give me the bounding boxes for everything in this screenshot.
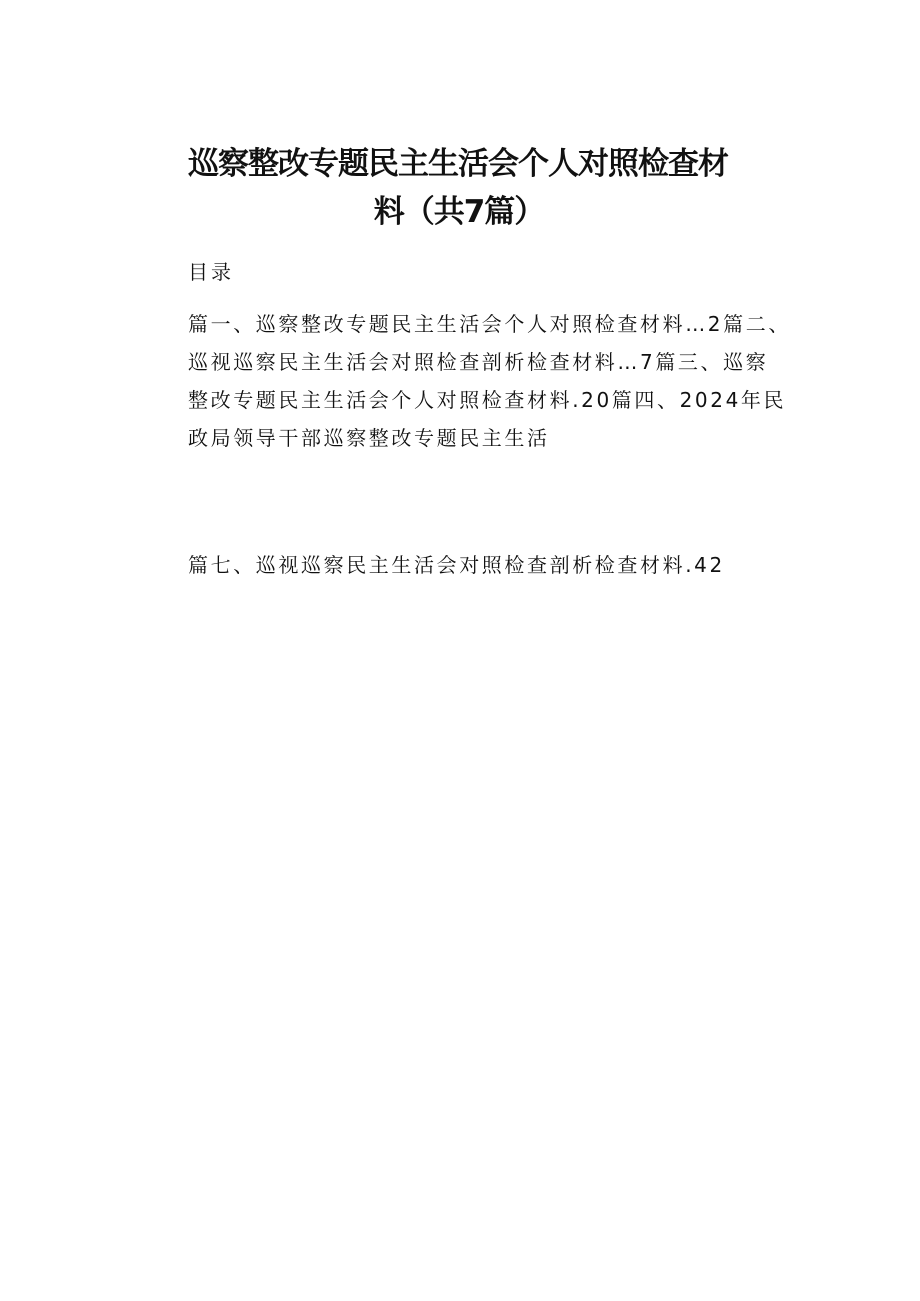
toc-heading: 目录	[188, 260, 234, 284]
toc-line: 整改专题民主生活会个人对照检查材料.20篇四、2024年民	[188, 388, 787, 412]
toc-line: 政局领导干部巡察整改专题民主生活	[188, 426, 550, 450]
title-line-2: 料（共7篇）	[373, 194, 545, 230]
toc-line: 篇一、巡察整改专题民主生活会个人对照检查材料…2篇二、	[188, 312, 791, 336]
document-title	[0, 140, 920, 236]
toc-entries	[188, 305, 798, 457]
toc-line: 巡视巡察民主生活会对照检查剖析检查材料…7篇三、巡察	[188, 350, 769, 374]
toc-entry-last: 篇七、巡视巡察民主生活会对照检查剖析检查材料.42	[188, 553, 725, 577]
title-line-1: 巡察整改专题民主生活会个人对照检查材	[188, 146, 728, 182]
